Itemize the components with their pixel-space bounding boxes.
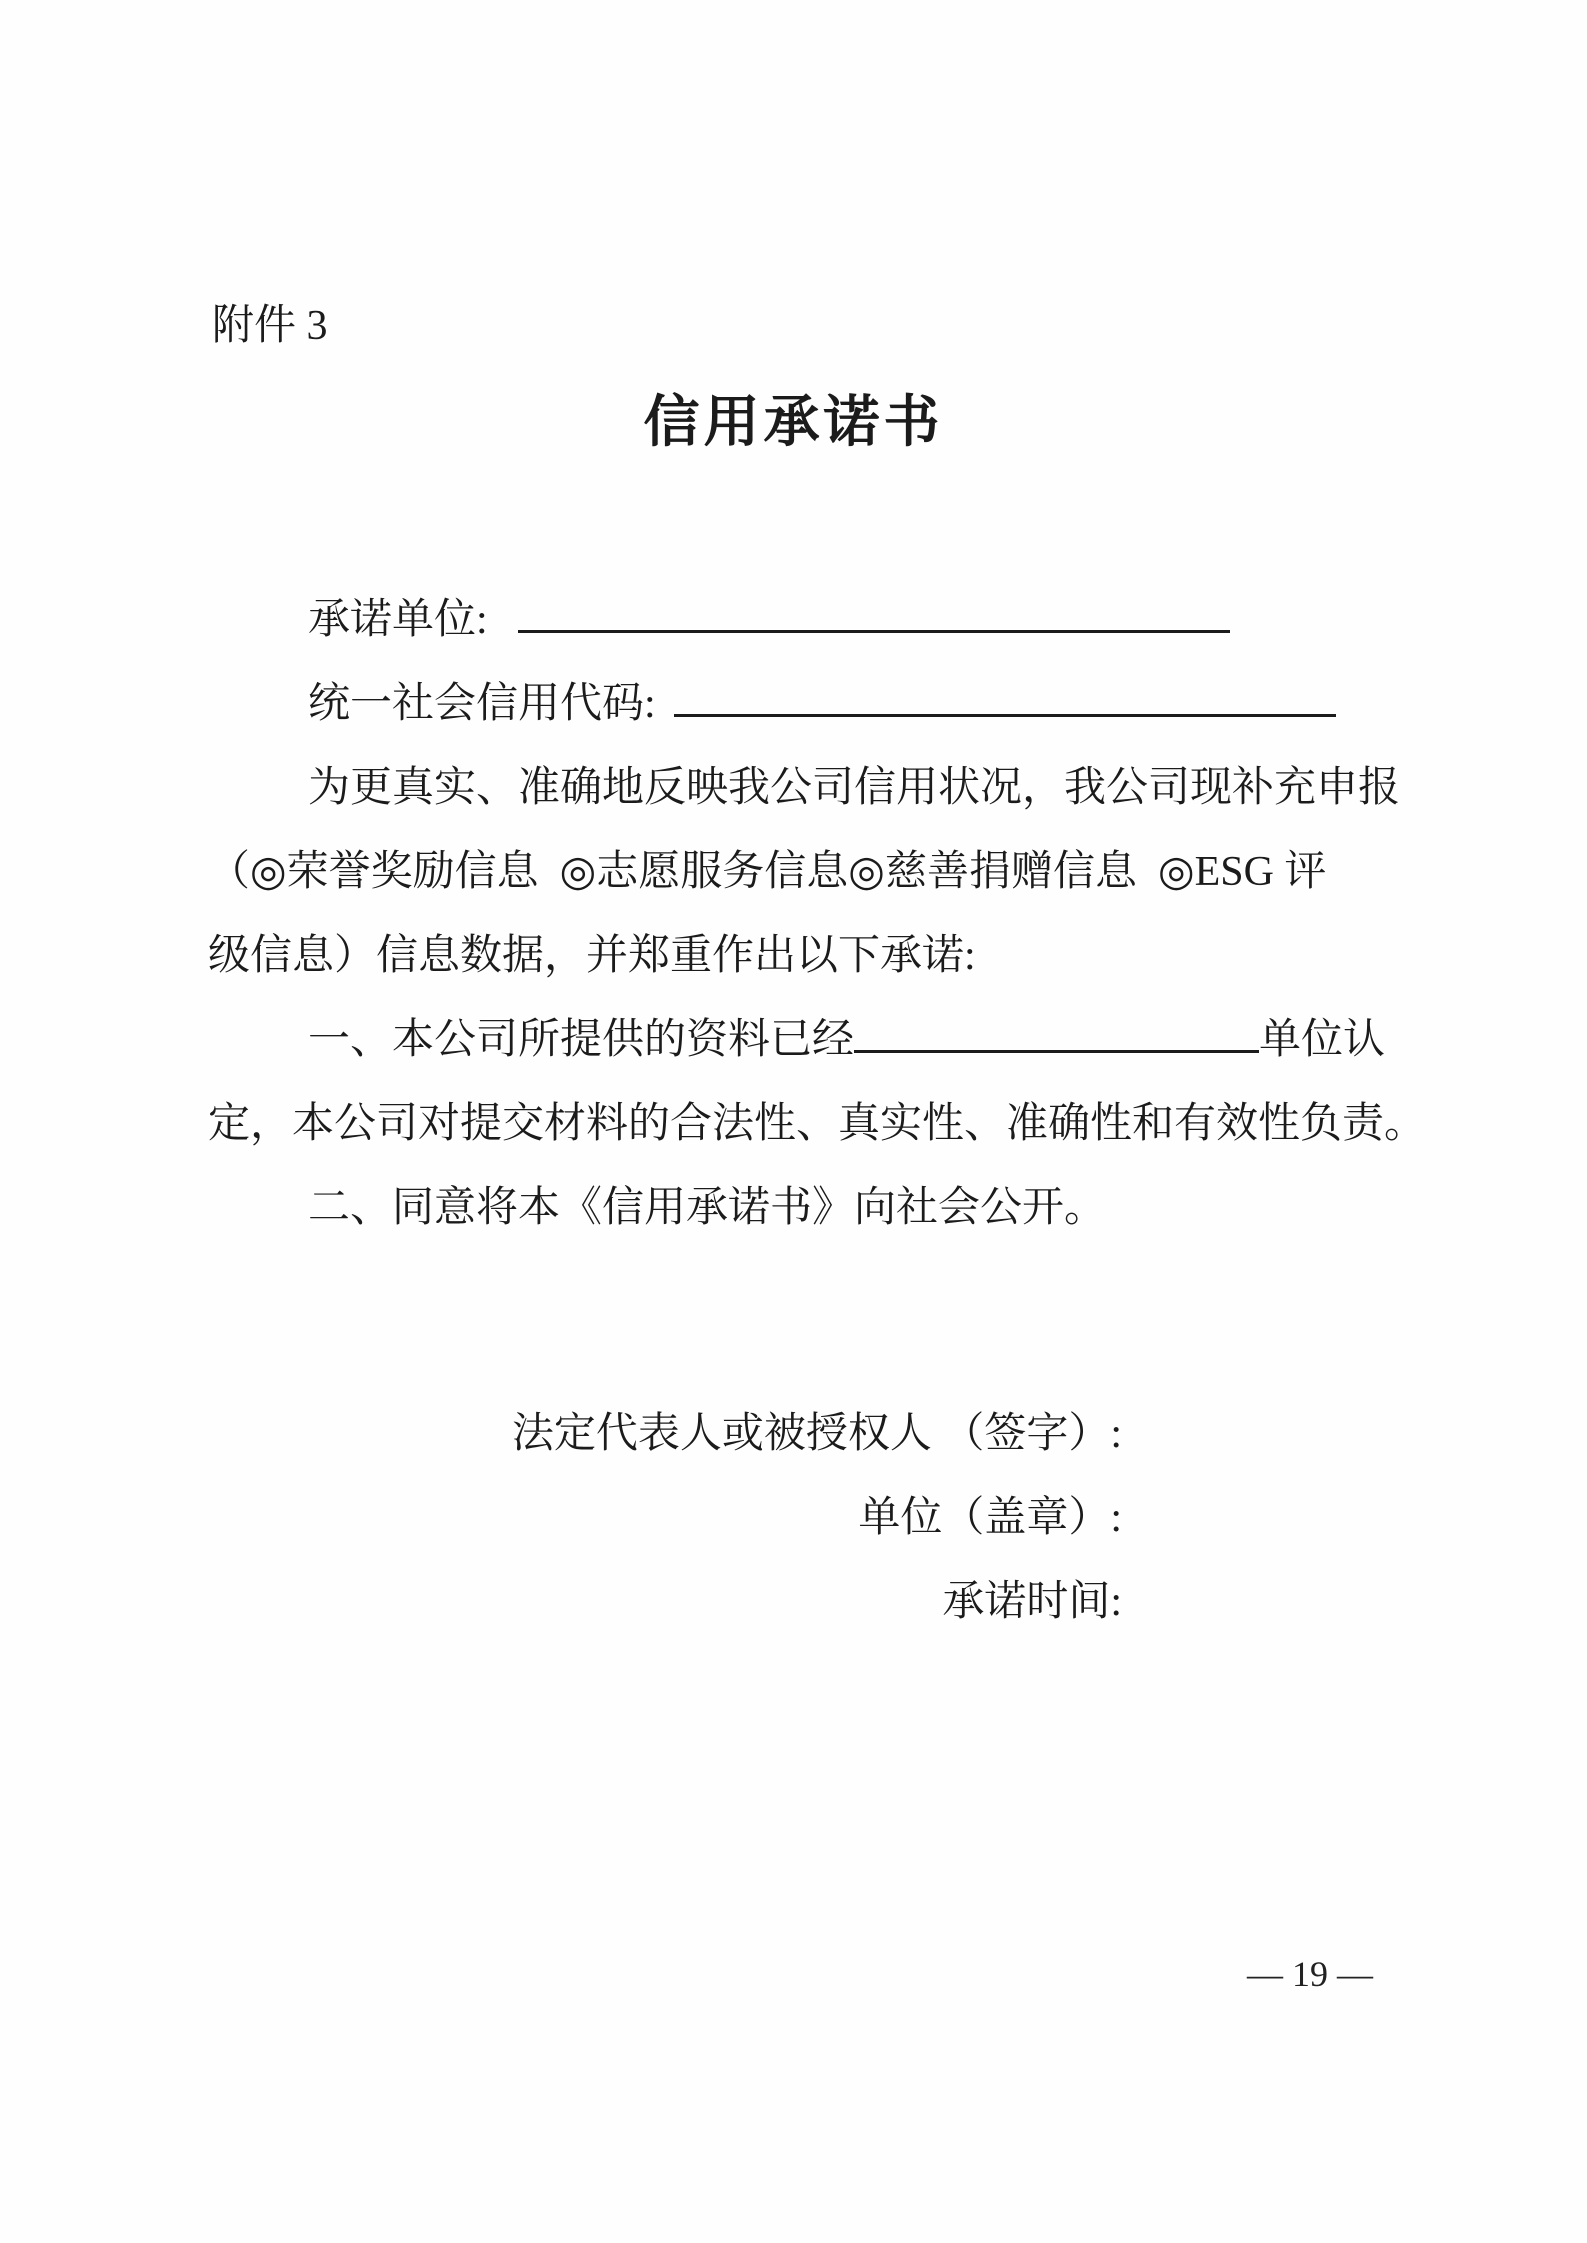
item-1-line-1: [208, 998, 1386, 1082]
item-1-line-2: 定，本公司对提交材料的合法性、真实性、准确性和有效性负责。: [208, 1101, 1427, 1147]
item-1-suffix: 单位认: [1259, 1017, 1386, 1063]
document-body: [208, 578, 1427, 1250]
page-number: — 19 —: [1247, 1954, 1373, 1994]
unit-seal-label: 单位（盖章）:: [858, 1495, 1122, 1541]
credit-code-field-row: [208, 662, 1380, 746]
item-2-line: 二、同意将本《信用承诺书》向社会公开。: [308, 1185, 1107, 1231]
attachment-label: 附件 3: [212, 303, 328, 349]
unit-field-blank: [518, 584, 1230, 633]
signature-block: [208, 1392, 1380, 1644]
credit-code-field-blank: [674, 668, 1336, 717]
paragraph-line-2: （◎荣誉奖励信息 ◎志愿服务信息◎慈善捐赠信息 ◎ESG 评: [208, 849, 1327, 895]
signer-signature-label: 法定代表人或被授权人 （签字）:: [511, 1411, 1122, 1457]
commitment-time-label: 承诺时间:: [942, 1579, 1122, 1625]
unit-field-row: [208, 578, 1380, 662]
paragraph-line-3: 级信息）信息数据，并郑重作出以下承诺:: [208, 933, 976, 979]
unit-field-label: 承诺单位:: [308, 597, 488, 643]
item-1-prefix: 一、本公司所提供的资料已经: [308, 1017, 855, 1063]
credit-code-field-label: 统一社会信用代码:: [308, 681, 656, 727]
paragraph-line-1: 为更真实、准确地反映我公司信用状况，我公司现补充申报: [308, 765, 1401, 811]
page-title: 信用承诺书: [643, 392, 944, 454]
item-1-blank: [854, 1004, 1259, 1053]
